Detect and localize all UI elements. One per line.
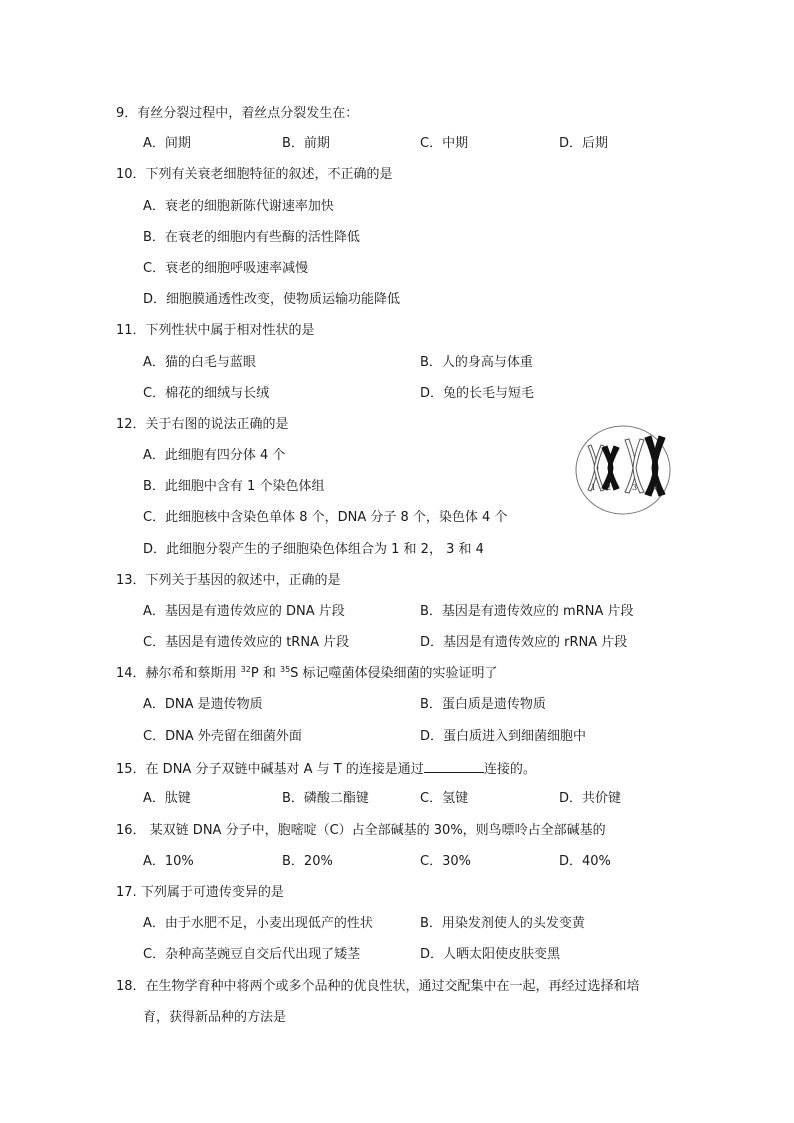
question-14-stem: 14．赫尔希和蔡斯用 $^{32}$P 和 $^{35}$S 标记噬菌体侵染细菌的实验证明了 [116, 665, 498, 681]
question-13-option-d[interactable]: D．基因是有遗传效应的 rRNA 片段 [420, 635, 628, 650]
question-9-option-a[interactable]: A．间期 [143, 136, 191, 151]
question-12-option-d[interactable]: D．此细胞分裂产生的子细胞染色体组合为 1 和 2， 3 和 4 [143, 542, 484, 557]
question-12-option-b[interactable]: B．此细胞中含有 1 个染色体组 [143, 479, 325, 494]
question-9-option-b[interactable]: B．前期 [282, 136, 330, 151]
question-11-option-a[interactable]: A．猫的白毛与蓝眼 [143, 355, 256, 370]
cell-chromosome-figure [574, 424, 672, 516]
answer-blank[interactable] [424, 760, 484, 773]
question-14-option-c[interactable]: C．DNA 外壳留在细菌外面 [143, 729, 302, 744]
question-17-option-d[interactable]: D．人晒太阳使皮肤变黑 [420, 947, 561, 962]
question-18-stem: 18．在生物学育种中将两个或多个品种的优良性状，通过交配集中在一起，再经过选择和培 [116, 979, 640, 994]
question-14-option-d[interactable]: D．蛋白质进入到细菌细胞中 [420, 729, 587, 744]
question-15-stem: 15．在 DNA 分子双链中碱基对 A 与 T 的连接是通过 连接的。 [116, 762, 536, 777]
question-11-stem: 11．下列性状中属于相对性状的是 [116, 323, 315, 338]
question-16-option-c[interactable]: C．30% [420, 854, 471, 869]
question-10-option-b[interactable]: B．在衰老的细胞内有些酶的活性降低 [143, 230, 360, 245]
question-15-option-a[interactable]: A．肽键 [143, 791, 191, 806]
figure-label-3: 3 [632, 483, 638, 492]
question-11-option-b[interactable]: B．人的身高与体重 [420, 355, 533, 370]
question-13-stem: 13．下列关于基因的叙述中，正确的是 [116, 573, 341, 588]
question-14-option-b[interactable]: B．蛋白质是遗传物质 [420, 697, 546, 712]
question-9-option-d[interactable]: D．后期 [559, 136, 609, 151]
question-12-option-c[interactable]: C．此细胞核中含染色单体 8 个，DNA 分子 8 个，染色体 4 个 [143, 510, 508, 525]
question-18-stem-line2: 育，获得新品种的方法是 [143, 1010, 287, 1025]
question-15-option-b[interactable]: B．磷酸二酯键 [282, 791, 369, 806]
question-10-option-a[interactable]: A．衰老的细胞新陈代谢速率加快 [143, 199, 334, 214]
question-9-stem: 9．有丝分裂过程中，着丝点分裂发生在： [116, 106, 359, 121]
question-10-stem: 10．下列有关衰老细胞特征的叙述，不正确的是 [116, 167, 393, 182]
question-17-option-b[interactable]: B．用染发剂使人的头发变黄 [420, 916, 585, 931]
question-15-option-c[interactable]: C．氢键 [420, 791, 469, 806]
question-16-option-a[interactable]: A．10% [143, 854, 194, 869]
question-13-option-b[interactable]: B．基因是有遗传效应的 mRNA 片段 [420, 604, 634, 619]
figure-label-2: 2 [606, 483, 612, 492]
question-13-option-c[interactable]: C．基因是有遗传效应的 tRNA 片段 [143, 635, 350, 650]
question-10-option-c[interactable]: C．衰老的细胞呼吸速率减慢 [143, 261, 309, 276]
question-17-stem: 17. 下列属于可遗传变异的是 [116, 885, 284, 900]
question-16-option-b[interactable]: B．20% [282, 854, 333, 869]
question-9-option-c[interactable]: C．中期 [420, 136, 469, 151]
question-10-option-d[interactable]: D．细胞膜通透性改变，使物质运输功能降低 [143, 292, 401, 307]
question-17-option-c[interactable]: C．杂种高茎豌豆自交后代出现了矮茎 [143, 947, 361, 962]
question-12-stem: 12．关于右图的说法正确的是 [116, 417, 289, 432]
question-15-option-d[interactable]: D．共价键 [559, 791, 622, 806]
question-11-option-c[interactable]: C．棉花的细绒与长绒 [143, 386, 270, 401]
figure-label-1: 1 [591, 483, 597, 492]
question-11-option-d[interactable]: D．兔的长毛与短毛 [420, 386, 535, 401]
question-13-option-a[interactable]: A．基因是有遗传效应的 DNA 片段 [143, 604, 345, 619]
question-14-option-a[interactable]: A．DNA 是遗传物质 [143, 697, 263, 712]
question-16-stem: 16． 某双链 DNA 分子中，胞嘧啶（C）占全部碱基的 30%，则鸟嘌呤占全部碱基的 [116, 823, 606, 838]
question-17-option-a[interactable]: A．由于水肥不足，小麦出现低产的性状 [143, 916, 373, 931]
question-12-option-a[interactable]: A．此细胞有四分体 4 个 [143, 448, 286, 463]
figure-label-4: 4 [653, 483, 659, 492]
question-16-option-d[interactable]: D．40% [559, 854, 611, 869]
